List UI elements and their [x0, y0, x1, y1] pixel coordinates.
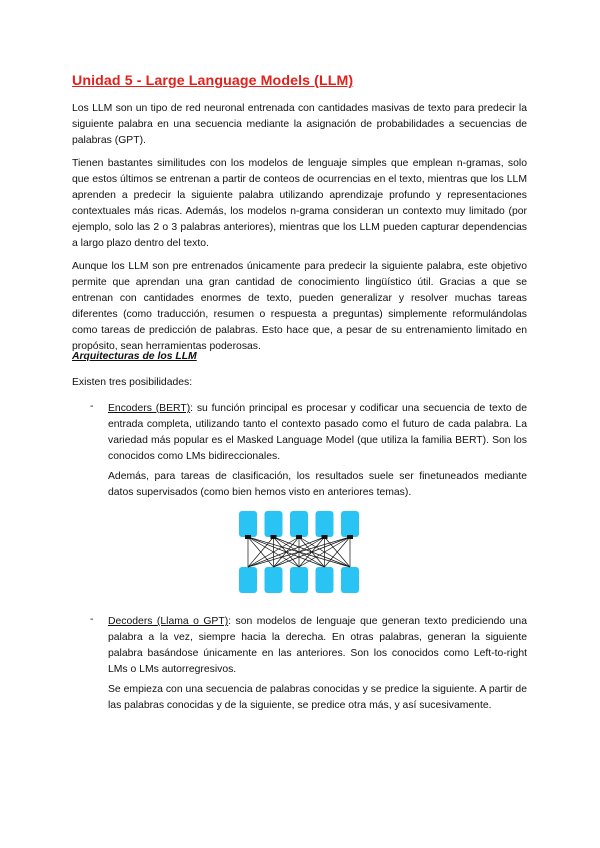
list-item-encoders-extra: Además, para tareas de clasificación, los resultados suele ser finetuneados mediante datos supervisados (como bien hemos visto en anteriores temas). [108, 471, 527, 499]
token-row-bottom [239, 567, 359, 593]
list-item-text: : su función principal es procesar y codificar una secuencia de texto de entrada completa, utilizando tanto el contexto pasado como el futuro de cada palabra. La variedad más popular es el Masked Language Model (que utiliza la familia BERT). Son los conocidos como LMs bidireccionales. [108, 403, 527, 463]
token-box [290, 511, 308, 537]
token-row-top [239, 511, 359, 537]
page-title: Unidad 5 - Large Language Models (LLM) [72, 73, 354, 89]
token-box [316, 567, 334, 593]
token-box [265, 511, 283, 537]
connection-node [322, 535, 328, 539]
paragraph-intro: Los LLM son un tipo de red neuronal entrenada con cantidades masivas de texto para predecir la siguiente palabra en una secuencia mediante la asignación de probabilidades a secuencias de palabras (GPT). [72, 103, 527, 147]
token-box [316, 511, 334, 537]
list-bullet: - [90, 614, 94, 625]
encoder-diagram-icon [236, 511, 364, 593]
section-intro: Existen tres posibilidades: [72, 377, 193, 388]
paragraph-pretraining: Aunque los LLM son pre entrenados únicamente para predecir la siguiente palabra, este objetivo permite que aprendan una gran cantidad de conocimiento lingüístico útil. Gracias a que se entrenan con cantidades enormes de texto, pueden generalizar y resolver muchas tareas diferentes (como traducción, resumen o respuesta a preguntas) simplemente reformulándolas como tareas de predicción de palabras. Esto hace que, a pesar de su entrenamiento limitado en propósito, sean herramientas poderosas. [72, 261, 527, 353]
list-item-decoders [108, 614, 527, 678]
connection-node [271, 535, 277, 539]
list-bullet: - [90, 401, 94, 412]
list-item-term: Decoders (Llama o GPT) [108, 616, 229, 627]
connection-node [347, 535, 353, 539]
list-item-text: : son modelos de lenguaje que generan texto prediciendo una palabra a la vez, siempre hacia la derecha. En otras palabras, generan la siguiente palabra basándose únicamente en las anteriores. Son los conocidos como Left-to-right LMs o LMs autorregresivos. [108, 616, 527, 676]
token-box [290, 567, 308, 593]
token-box [265, 567, 283, 593]
attention-connections [245, 535, 353, 567]
token-box [239, 567, 257, 593]
section-title: Arquitecturas de los LLM [72, 351, 197, 362]
connection-node [296, 535, 302, 539]
token-box [341, 511, 359, 537]
token-box [239, 511, 257, 537]
list-item-encoders [108, 401, 527, 465]
list-item-decoders-extra: Se empieza con una secuencia de palabras conocidas y se predice la siguiente. A partir de las palabras conocidas y de la siguiente, se predice otra más, y así sucesivamente. [108, 684, 527, 712]
token-box [341, 567, 359, 593]
paragraph-ngram-comparison: Tienen bastantes similitudes con los modelos de lenguaje simples que emplean n-gramas, solo que estos últimos se entrenan a partir de conteos de ocurrencias en el texto, mientras que los LLM aprenden a predecir la siguiente palabra utilizando aprendizaje profundo y representaciones contextuales más ricas. Además, los modelos n-grama consideran un contexto muy limitado (por ejemplo, solo las 2 o 3 palabras anteriores), mientras que los LLM pueden capturar dependencias a largo plazo dentro del texto. [72, 158, 527, 250]
connection-node [245, 535, 251, 539]
list-item-term: Encoders (BERT) [108, 403, 191, 414]
